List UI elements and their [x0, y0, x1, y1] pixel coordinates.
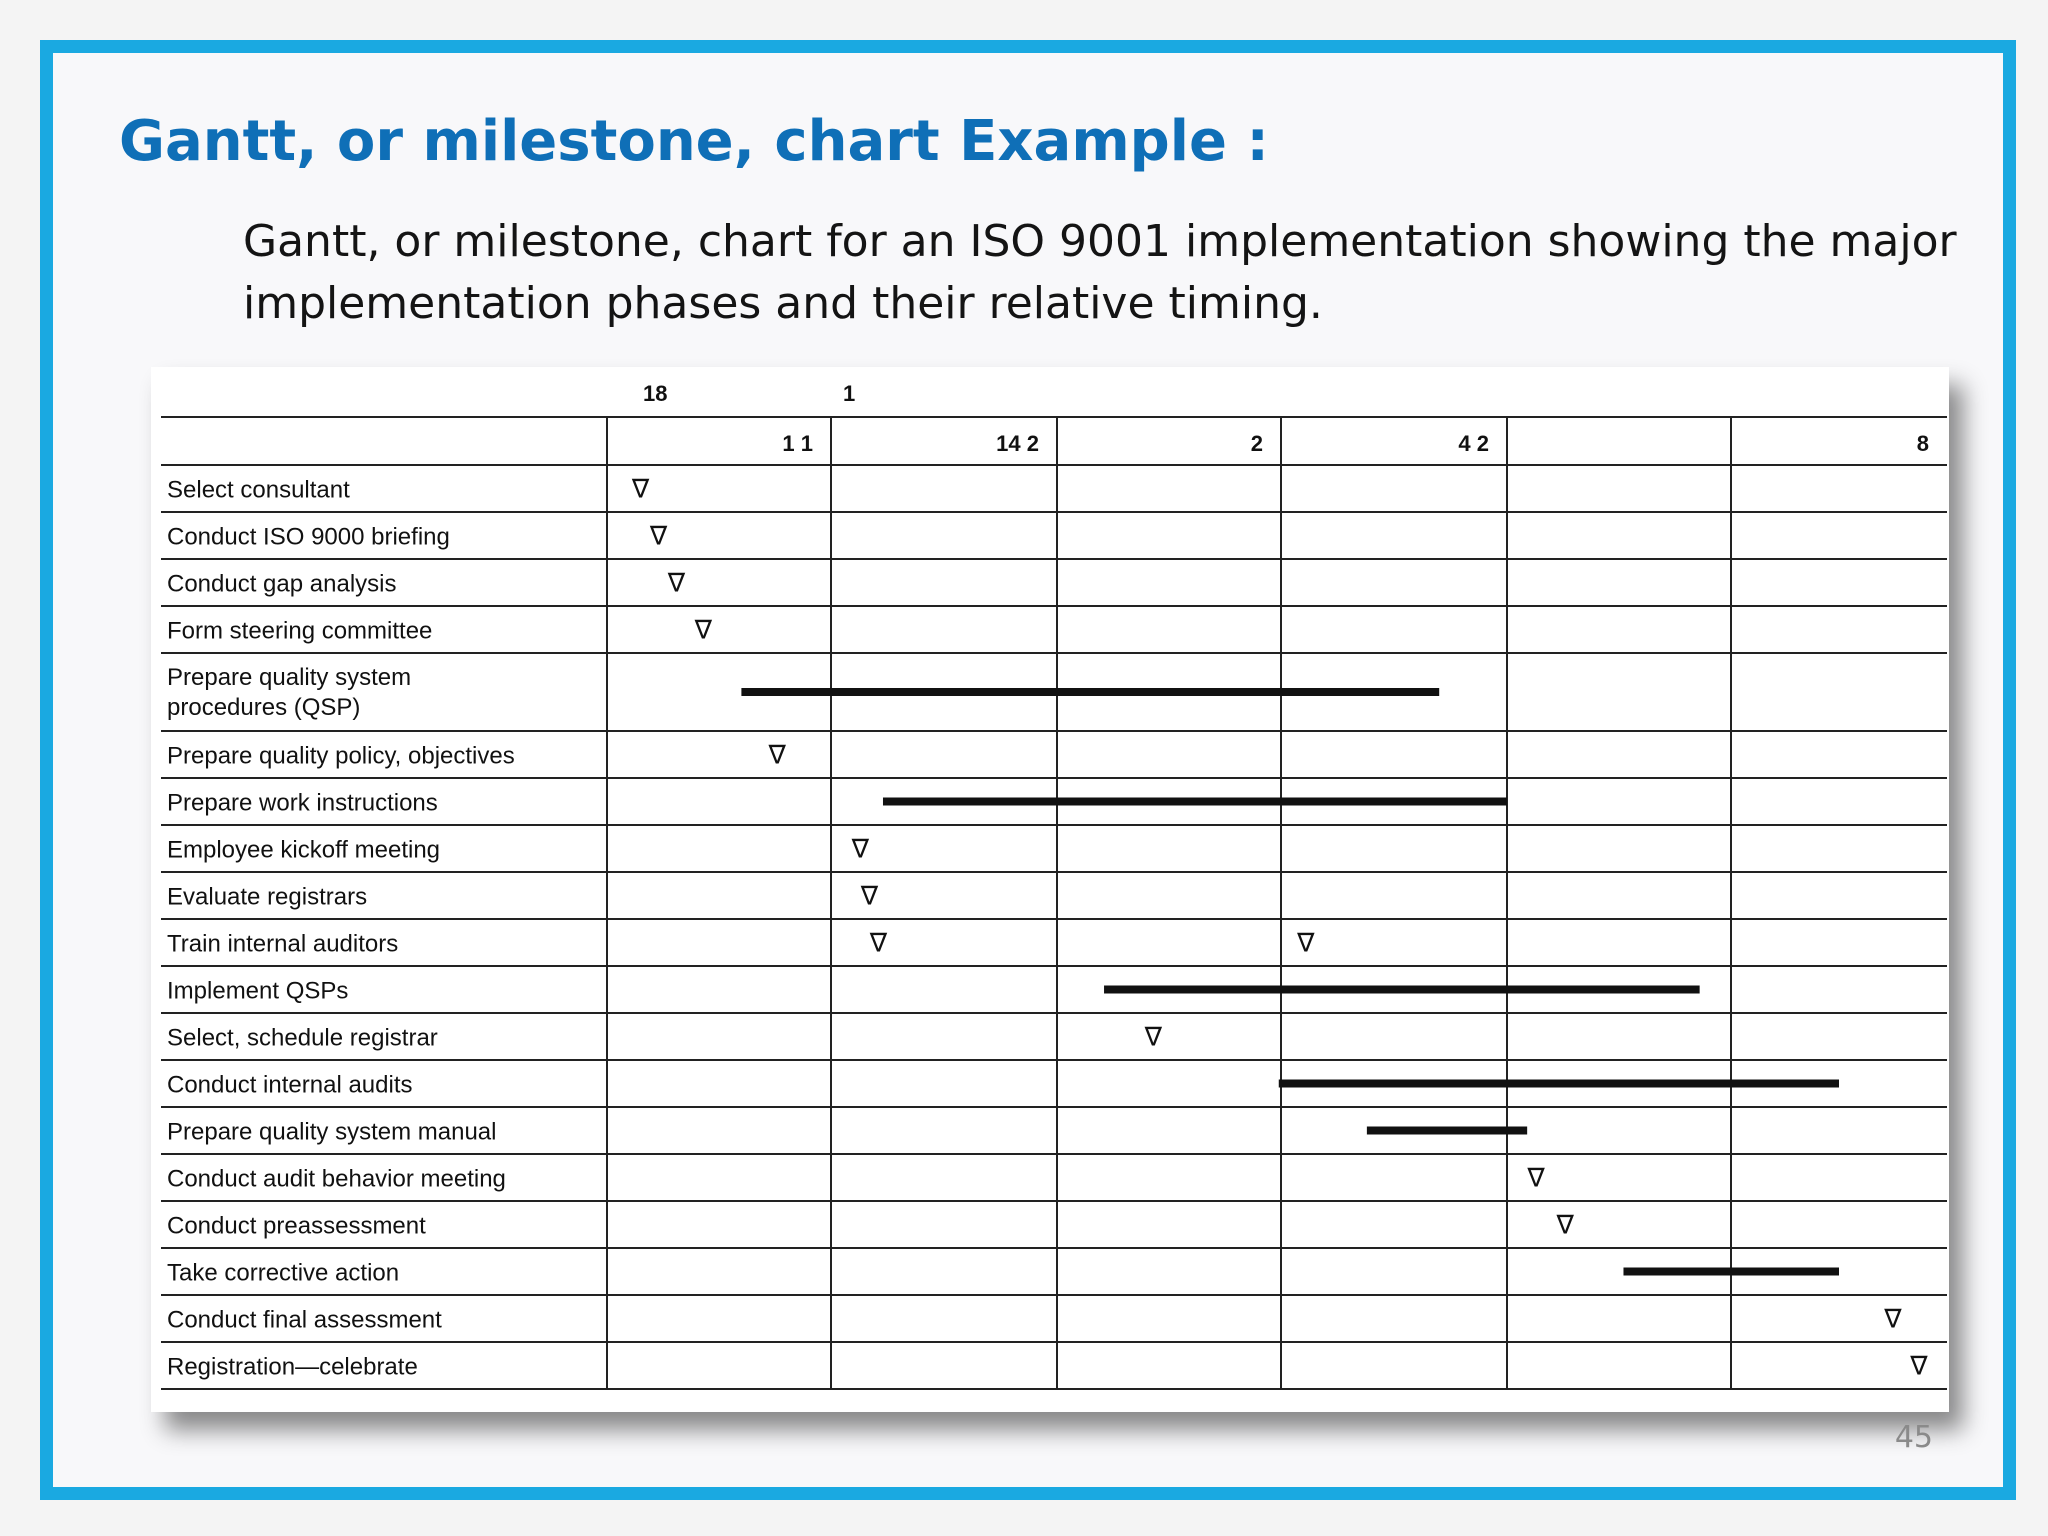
task-label: Select, schedule registrar — [167, 1024, 438, 1052]
task-label: Train internal auditors — [167, 930, 399, 958]
milestone-marker: ∇ — [1527, 1162, 1545, 1193]
milestone-marker: ∇ — [694, 614, 713, 645]
task-label: procedures (QSP) — [167, 694, 361, 721]
task-label: Select consultant — [167, 476, 350, 504]
task-label: Conduct gap analysis — [167, 570, 397, 598]
milestone-marker: ∇ — [631, 473, 650, 504]
header-period-label: 1 1 — [782, 431, 813, 456]
task-label: Conduct audit behavior meeting — [167, 1165, 506, 1193]
task-label: Prepare work instructions — [167, 789, 438, 817]
milestone-marker: ∇ — [667, 567, 686, 598]
header-period-label: 8 — [1916, 431, 1929, 456]
milestone-marker: ∇ — [1556, 1209, 1574, 1240]
milestone-marker: ∇ — [1910, 1350, 1928, 1381]
task-label: Conduct ISO 9000 briefing — [167, 523, 450, 551]
task-label: Take corrective action — [167, 1259, 400, 1287]
page-number: 45 — [1894, 1420, 1933, 1455]
milestone-marker: ∇ — [851, 833, 870, 864]
milestone-marker: ∇ — [649, 520, 668, 551]
task-label: Conduct internal audits — [167, 1071, 413, 1099]
task-label: Form steering committee — [167, 617, 433, 645]
task-label: Conduct preassessment — [167, 1212, 426, 1240]
gantt-chart — [151, 367, 1949, 1412]
slide-title: Gantt, or milestone, chart Example : — [119, 109, 1269, 174]
task-label: Registration—celebrate — [167, 1353, 418, 1381]
milestone-marker: ∇ — [860, 880, 879, 911]
milestone-marker: ∇ — [1297, 927, 1315, 958]
milestone-marker: ∇ — [1144, 1021, 1163, 1052]
header-top-label: 1 — [843, 381, 856, 406]
header-top-label: 18 — [643, 381, 668, 406]
header-period-label: 14 2 — [996, 431, 1039, 456]
task-label: Prepare quality policy, objectives — [167, 742, 515, 770]
milestone-marker: ∇ — [869, 927, 888, 958]
task-label: Prepare quality system — [167, 664, 412, 691]
task-label: Implement QSPs — [167, 977, 349, 1005]
task-label: Evaluate registrars — [167, 883, 368, 911]
task-label: Employee kickoff meeting — [167, 836, 441, 864]
task-label: Prepare quality system manual — [167, 1118, 497, 1146]
slide-frame — [40, 40, 2016, 1500]
milestone-marker: ∇ — [1884, 1303, 1902, 1334]
slide-subtitle: Gantt, or milestone, chart for an ISO 9001 implementation showing the major implementation phases and their relative timing. — [243, 216, 1957, 329]
task-label: Conduct final assessment — [167, 1306, 442, 1334]
header-period-label: 4 2 — [1458, 431, 1489, 456]
header-period-label: 2 — [1250, 431, 1263, 456]
milestone-marker: ∇ — [768, 739, 786, 770]
gantt-chart-panel — [151, 367, 1949, 1412]
